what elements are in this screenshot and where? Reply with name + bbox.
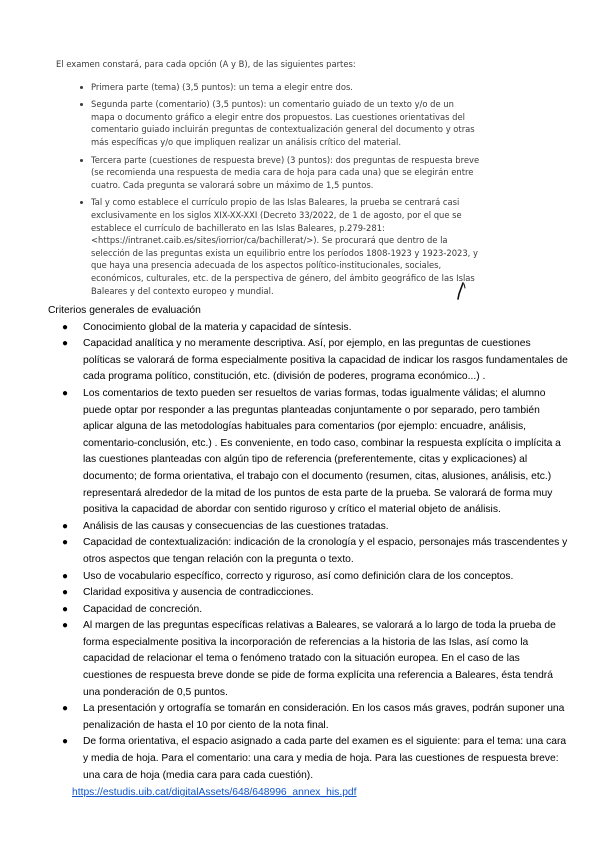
criteria-text: La presentación y ortografía se tomarán en consideración. En los casos más graves, podrán suponer una penalización de hasta el 10 por ciento de la nota final. — [83, 703, 565, 731]
bullet-icon: ● — [62, 520, 69, 532]
embedded-list — [50, 81, 480, 298]
embedded-intro: El examen constará, para cada opción (A y B), de las siguientes partes: — [56, 59, 356, 69]
criteria-item — [48, 585, 568, 602]
embedded-list-item: Tercera parte (cuestiones de respuesta breve) (3 puntos): dos preguntas de respuesta breve (se recomienda una respuesta de media cara de hoja para cada una) que se elegirán entre cuatro. Cada pregunta se valorará sobre un máximo de 1,5 puntos. — [80, 154, 480, 192]
criteria-text: Capacidad analítica y no meramente descriptiva. Así, por ejemplo, en las preguntas de cuestiones políticas se valorará de forma especialmente positiva la capacidad de indicar los rasgos fundamentales de cada programa político, constitución, etc. (división de poderes, programa económico...) . — [83, 338, 568, 383]
criteria-text: De forma orientativa, el espacio asignado a cada parte del examen es el siguiente: para el tema: una cara y media de hoja. Para el comentario: una cara y media de hoja. Para las cuestiones de respuesta breve: una cara de hoja (media cara para cada cuestión). — [83, 736, 567, 781]
criteria-text: Al margen de las preguntas específicas relativas a Baleares, se valorará a lo largo de toda la prueba de forma especialmente positiva la incorporación de referencias a la historia de las Islas, así como la capacidad de relacionar el tema o fenómeno tratado con la situación europea. En el caso de las cuestiones de respuesta breve donde se pide de forma explícita una referencia a Baleares, ésta tendrá una ponderación de 0,5 puntos. — [83, 620, 556, 698]
bullet-icon: ● — [62, 570, 69, 582]
criteria-text: Claridad expositiva y ausencia de contradicciones. — [83, 587, 314, 599]
criteria-list — [48, 320, 568, 785]
bullet-icon: ● — [62, 620, 69, 632]
embedded-exam-structure-image — [50, 52, 480, 300]
bullet-icon: ● — [62, 537, 69, 549]
criteria-item — [48, 535, 568, 568]
bullet-icon: ● — [62, 387, 69, 399]
evaluation-criteria-section — [48, 303, 568, 802]
criteria-item — [48, 602, 568, 619]
criteria-item — [48, 336, 568, 386]
criteria-text: Capacidad de concreción. — [83, 603, 203, 615]
bullet-icon: ● — [62, 736, 69, 748]
criteria-item — [48, 386, 568, 519]
bullet-icon: ● — [62, 603, 69, 615]
criteria-text: Análisis de las causas y consecuencias de las cuestiones tratadas. — [83, 520, 389, 532]
embedded-list-item: Primera parte (tema) (3,5 puntos): un tema a elegir entre dos. — [80, 81, 480, 94]
section-heading: Criterios generales de evaluación — [48, 305, 201, 316]
criteria-item — [48, 701, 568, 734]
criteria-text: Los comentarios de texto pueden ser resueltos de varias formas, todas igualmente válidas; el alumno puede optar por responder a las preguntas planteadas conjuntamente o por separado, pero también aplicar alguna de las metodologías habituales para comentarios (por ejemplo: encuadre, análisis, comentario-conclusión, etc.) . Es conveniente, en todo caso, combinar la respuesta explícita o implícita a las cuestiones planteadas con algún tipo de referencia (preferentemente, citas y explicaciones) al documento; de forma orientativa, el trabajo con el documento (resumen, citas, alusiones, análisis, etc.) representará alrededor de la mitad de los puntos de esta parte de la prueba. Se valorará de forma muy positiva la capacidad de abordar con sentido riguroso y crítico el material objeto de análisis. — [83, 387, 561, 516]
pen-stroke-icon — [455, 282, 467, 300]
bullet-icon: ● — [62, 321, 69, 333]
criteria-item — [48, 569, 568, 586]
criteria-text: Uso de vocabulario específico, correcto y riguroso, así como definición clara de los conceptos. — [83, 570, 514, 582]
criteria-item — [48, 519, 568, 536]
bullet-icon: ● — [62, 587, 69, 599]
bullet-icon: ● — [62, 338, 69, 350]
criteria-item — [48, 618, 568, 701]
embedded-list-item: Tal y como establece el currículo propio de las Islas Baleares, la prueba se centrará casi exclusivamente en los siglos XIX-XX-XXI (Decreto 33/2022, de 1 de agosto, por el que se establece el currículo de bachillerato en las Islas Baleares, p.279-281: <https://intranet.caib.es/sites/iorrior/ca/bachillerat/>). Se procurará que dentro de la selección de las preguntas exista un equilibrio entre los períodos 1808-1923 y 1923-2023, y que haya una presencia adecuada de los aspectos político-institucionales, sociales, económicos, culturales, etc. de la perspectiva de género, del ámbito geográfico de las Islas Baleares y del contexto europeo y mundial. — [80, 196, 480, 297]
criteria-text: Capacidad de contextualización: indicación de la cronología y el espacio, personajes más trascendentes y otros aspectos que tengan relación con la pregunta o texto. — [83, 537, 568, 565]
criteria-text: Conocimiento global de la materia y capacidad de síntesis. — [83, 321, 352, 333]
embedded-list-item: Segunda parte (comentario) (3,5 puntos): un comentario guiado de un texto y/o de un mapa o documento gráfico a elegir entre dos propuestos. Las cuestiones orientativas del comentario guiado incluirán preguntas de contextualización general del documento y otras más específicas y/o que impliquen realizar un análisis crítico del material. — [80, 98, 480, 148]
bullet-icon: ● — [62, 703, 69, 715]
criteria-item — [48, 320, 568, 337]
annex-link[interactable]: https://estudis.uib.cat/digitalAssets/648/648996_annex_his.pdf — [72, 787, 357, 799]
criteria-item — [48, 734, 568, 784]
